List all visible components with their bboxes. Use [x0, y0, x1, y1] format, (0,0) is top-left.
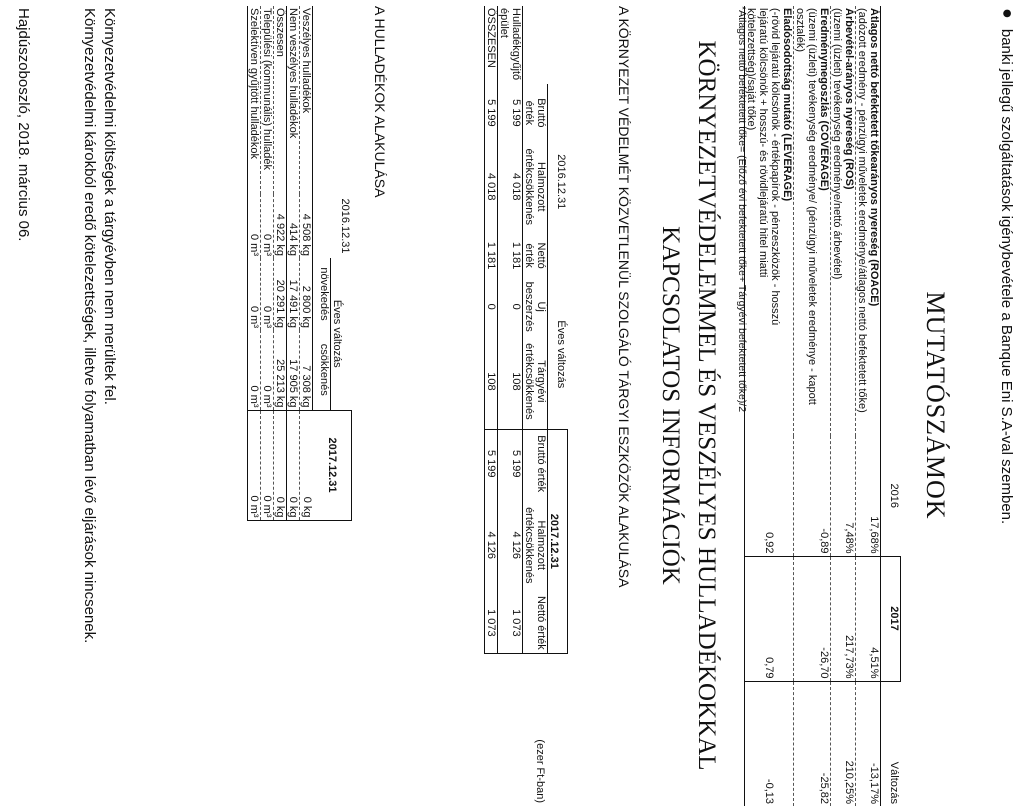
footer-line2: Környezetvédelmi károkból eredő kötelezettségek, illetve folyamatban lévő eljárások nincsenek. — [81, 8, 98, 644]
waste-v17: 0 kg — [300, 410, 313, 520]
assets-col-brutto-2017: Bruttó érték — [523, 430, 548, 498]
assets-te: 108 — [510, 372, 522, 391]
assets-col-targyevi: Tárgyévi értékcsökkenés — [523, 334, 548, 430]
ratio-desc: (üzemi (üzleti) tevékenység eredménye/nettó árbevétel) — [831, 8, 843, 280]
assets-n17: 1 073 — [498, 593, 523, 653]
waste-inc: 0 m³ — [261, 258, 274, 330]
waste-label: Nem veszélyes hulladékok — [287, 6, 300, 194]
ratio-change: -0,13 — [745, 681, 794, 806]
assets-total-n17: 1 073 — [485, 593, 498, 653]
assets-group-2017: 2017.12.31 — [548, 430, 568, 653]
assets-total-h17: 4 126 — [485, 497, 498, 593]
ratio-name: Árbevétel-arányos nyereség (ROS) — [843, 8, 855, 190]
ratio-2016: -0,89 — [794, 436, 831, 556]
assets-h17: 4 126 — [510, 531, 522, 560]
section-title-line2: KAPCSOLATOS INFORMÁCIÓK — [657, 226, 684, 585]
waste-dec: 0 m³ — [248, 330, 261, 410]
waste-v16: 4 508 kg — [300, 194, 313, 258]
assets-total-label: ÖSSZESEN — [485, 6, 498, 84]
ratio-name: Átlagos nettó befektetett tőkearányos nyereség (ROACE) — [868, 8, 880, 307]
waste-total-row — [274, 6, 287, 804]
assets-b17: 5 199 — [498, 430, 523, 498]
assets-col-netto-2017: Nettó érték — [523, 593, 548, 653]
waste-row — [261, 6, 274, 804]
ratios-table — [744, 6, 901, 806]
ratio-2017: -26,70 — [794, 556, 831, 681]
waste-v17: 0 m³ — [261, 410, 274, 520]
ratio-row — [745, 6, 794, 806]
ratio-desc: (adózott eredmény - pénzügyi műveletek eredménye/átlagos nettó befektetett tőke) — [856, 8, 868, 413]
assets-col-netto: Nettó érték — [523, 232, 548, 280]
waste-col-inc: növekedés — [313, 258, 331, 330]
waste-col-dec: csökkenés — [313, 330, 331, 410]
assets-col-uj: Új beszerzés — [523, 281, 547, 332]
assets-table — [484, 6, 568, 804]
ratio-2017: 0,79 — [745, 556, 794, 681]
ratio-row — [831, 6, 856, 806]
waste-label: Veszélyes hulladékok — [300, 6, 313, 194]
waste-v16: 4 922 kg — [274, 194, 287, 258]
waste-v17: 0 m³ — [248, 410, 261, 520]
ratio-name: Eladósodottság mutató (LEVERAGE) — [781, 8, 793, 202]
ratios-header-change: Változás — [881, 681, 901, 806]
waste-inc: 0 m³ — [248, 258, 261, 330]
assets-b16: 5 199 — [510, 99, 522, 127]
assets-row-label: Hulladékgyűjtő épület — [498, 8, 522, 81]
ratio-2016: 0,92 — [745, 436, 794, 556]
waste-v16: 0 m³ — [261, 194, 274, 258]
waste-inc: 17 491 kg — [287, 258, 300, 330]
waste-row — [248, 6, 261, 804]
waste-title: A HULLADÉKOK ALAKULÁSA — [372, 6, 388, 198]
assets-row — [498, 6, 523, 804]
section-title-line1: KÖRNYEZETVÉDELEMMEL ÉS VESZÉLYES HULLADÉKOKKAL — [693, 40, 720, 771]
assets-h16: 4 018 — [510, 172, 522, 201]
assets-group-2016: 2016.12.31 — [548, 84, 568, 280]
waste-label: Települési (kommunális) hulladék — [261, 6, 274, 194]
waste-label: Összesen — [274, 6, 287, 194]
assets-unit: (ezer Ft-ban) — [534, 739, 546, 803]
ratio-2017: 4,51% — [856, 556, 881, 681]
assets-group-change: Éves változás — [548, 280, 568, 430]
waste-col-2016: 2016.12.31 — [339, 198, 352, 254]
waste-col-change: Éves változás — [331, 299, 344, 368]
waste-v16: 414 kg — [287, 194, 300, 258]
waste-dec: 0 m³ — [261, 330, 274, 410]
waste-dec: 25 213 kg — [274, 330, 287, 410]
ratio-2017: 217,73% — [831, 556, 856, 681]
bullet-text: banki jellegű szolgáltatások igénybevétele a Banque Eni S.A-val szemben. — [998, 28, 1015, 525]
assets-total-uj: 0 — [485, 280, 498, 334]
waste-dec: 7 308 kg — [300, 330, 313, 410]
mutatok-title: MUTATÓSZÁMOK — [921, 291, 950, 520]
waste-col-2017: 2017.12.31 — [313, 410, 352, 520]
waste-v16: 0 m³ — [248, 194, 261, 258]
footer-place-date: Hajdúszoboszló, 2018. március 06. — [15, 8, 32, 242]
waste-table — [248, 6, 353, 804]
bullet-line — [997, 8, 1018, 524]
waste-v17: 0 kg — [287, 410, 300, 520]
ratios-header-2017: 2017 — [881, 556, 901, 681]
assets-total-b16: 5 199 — [485, 84, 498, 142]
ratios-footnote: *Átlagos nettó befektetett tőke= (Előző évi befektetett tőke+ Tárgyévi befektetett tőke)/2 — [736, 6, 748, 413]
assets-total-b17: 5 199 — [485, 430, 498, 498]
ratio-change: -25,82 — [794, 681, 831, 806]
assets-n16: 1 181 — [510, 241, 522, 270]
ratio-2016: 17,68% — [856, 436, 881, 556]
waste-row — [300, 6, 313, 804]
bullet-icon: ● — [998, 8, 1018, 19]
ratio-2016: 7,48% — [831, 436, 856, 556]
waste-v17: 0 kg — [274, 410, 287, 520]
assets-col-halmozott: Halmozott értékcsökkenés — [523, 142, 548, 232]
assets-total-te: 108 — [485, 334, 498, 430]
ratio-desc: (-rövid lejáratú kölcsönök - értékpapírok - pénzeszközök - hosszú lejáratú kölcsönök + hosszú- és rövidlejáratú hitel miatti kötelezettség)/saját tőke) — [745, 8, 781, 326]
section-title — [652, 0, 724, 811]
assets-col-brutto: Bruttó érték — [523, 84, 548, 142]
footer-line1: Környezetvédelmi költségek a tárgyévben nem merültek fel. — [101, 8, 118, 405]
ratio-change: -13,17% — [856, 681, 881, 806]
assets-title: A KÖRNYEZET VÉDELMÉT KÖZVETLENÜL SZOLGÁLÓ TÁRGYI ESZKÖZÖK ALAKULÁSA — [616, 6, 632, 588]
assets-col-halmozott-2017: Halmozott értékcsökkenés — [523, 497, 548, 593]
waste-inc: 2 800 kg — [300, 258, 313, 330]
waste-inc: 20 291 kg — [274, 258, 287, 330]
waste-row — [287, 6, 300, 804]
waste-label: Szelektíven gyűjtött hulladékok — [248, 6, 261, 194]
waste-dec: 17 905 kg — [287, 330, 300, 410]
ratio-name: Eredménymegoszlás (COVERAGE) — [818, 8, 830, 191]
ratio-change: 210,25% — [831, 681, 856, 806]
ratio-row — [794, 6, 831, 806]
assets-total-h16: 4 018 — [485, 142, 498, 232]
ratios-header-2016: 2016 — [881, 436, 901, 556]
assets-uj: 0 — [510, 303, 522, 310]
ratio-row — [856, 6, 881, 806]
assets-total-row — [485, 6, 498, 804]
assets-total-n16: 1 181 — [485, 232, 498, 280]
ratio-desc: (üzemi (üzleti) tevékenység eredménye/ (pénzügyi műveletek eredménye - kapott osztalék) — [794, 8, 818, 405]
